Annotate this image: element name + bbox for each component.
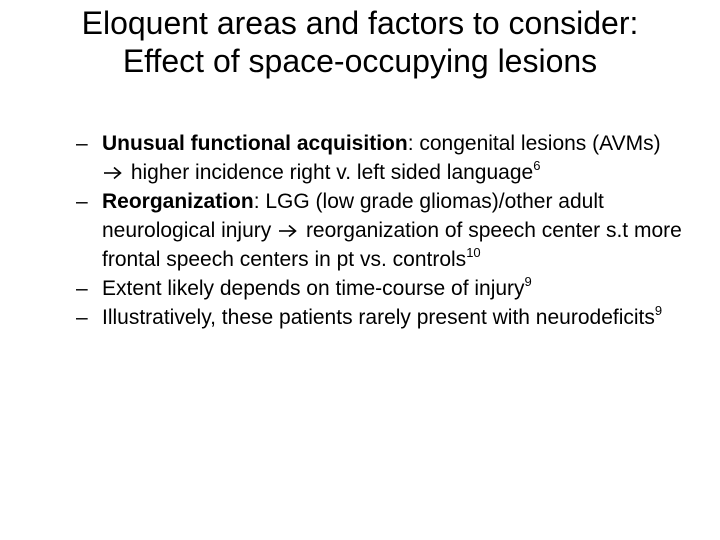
reference-number: 9 (524, 274, 532, 289)
right-arrow-icon (103, 166, 123, 180)
bullet-bold-term: Reorganization (102, 190, 254, 213)
bullet-dash: – (76, 306, 88, 329)
bullet-dash: – (76, 132, 88, 155)
reference-number: 6 (533, 158, 541, 173)
bullet-list (76, 129, 686, 332)
bullet-item-extent (76, 274, 686, 303)
slide-title: Eloquent areas and factors to consider: Effect of space-occupying lesions (81, 5, 639, 79)
bullet-text: : LGG (low grade gliomas)/other adult neurological injury (102, 190, 604, 242)
bullet-text: Extent likely depends on time-course of injury (102, 277, 525, 300)
right-arrow-icon (278, 224, 298, 238)
reference-number: 10 (466, 245, 481, 260)
bullet-text: higher incidence right v. left sided language (125, 161, 534, 184)
bullet-text: : congenital lesions (AVMs) (407, 132, 661, 155)
bullet-dash: – (76, 190, 88, 213)
bullet-dash: – (76, 277, 88, 300)
bullet-item-reorganization (76, 187, 686, 274)
bullet-text: Illustratively, these patients rarely present with neurodeficits (102, 306, 655, 329)
bullet-item-illustratively (76, 303, 686, 332)
bullet-item-unusual-functional-acquisition (76, 129, 686, 187)
bullet-text: reorganization of speech center s.t more frontal speech centers in pt vs. controls (102, 219, 682, 271)
bullet-bold-term: Unusual functional acquisition (102, 132, 408, 155)
reference-number: 9 (654, 303, 663, 318)
